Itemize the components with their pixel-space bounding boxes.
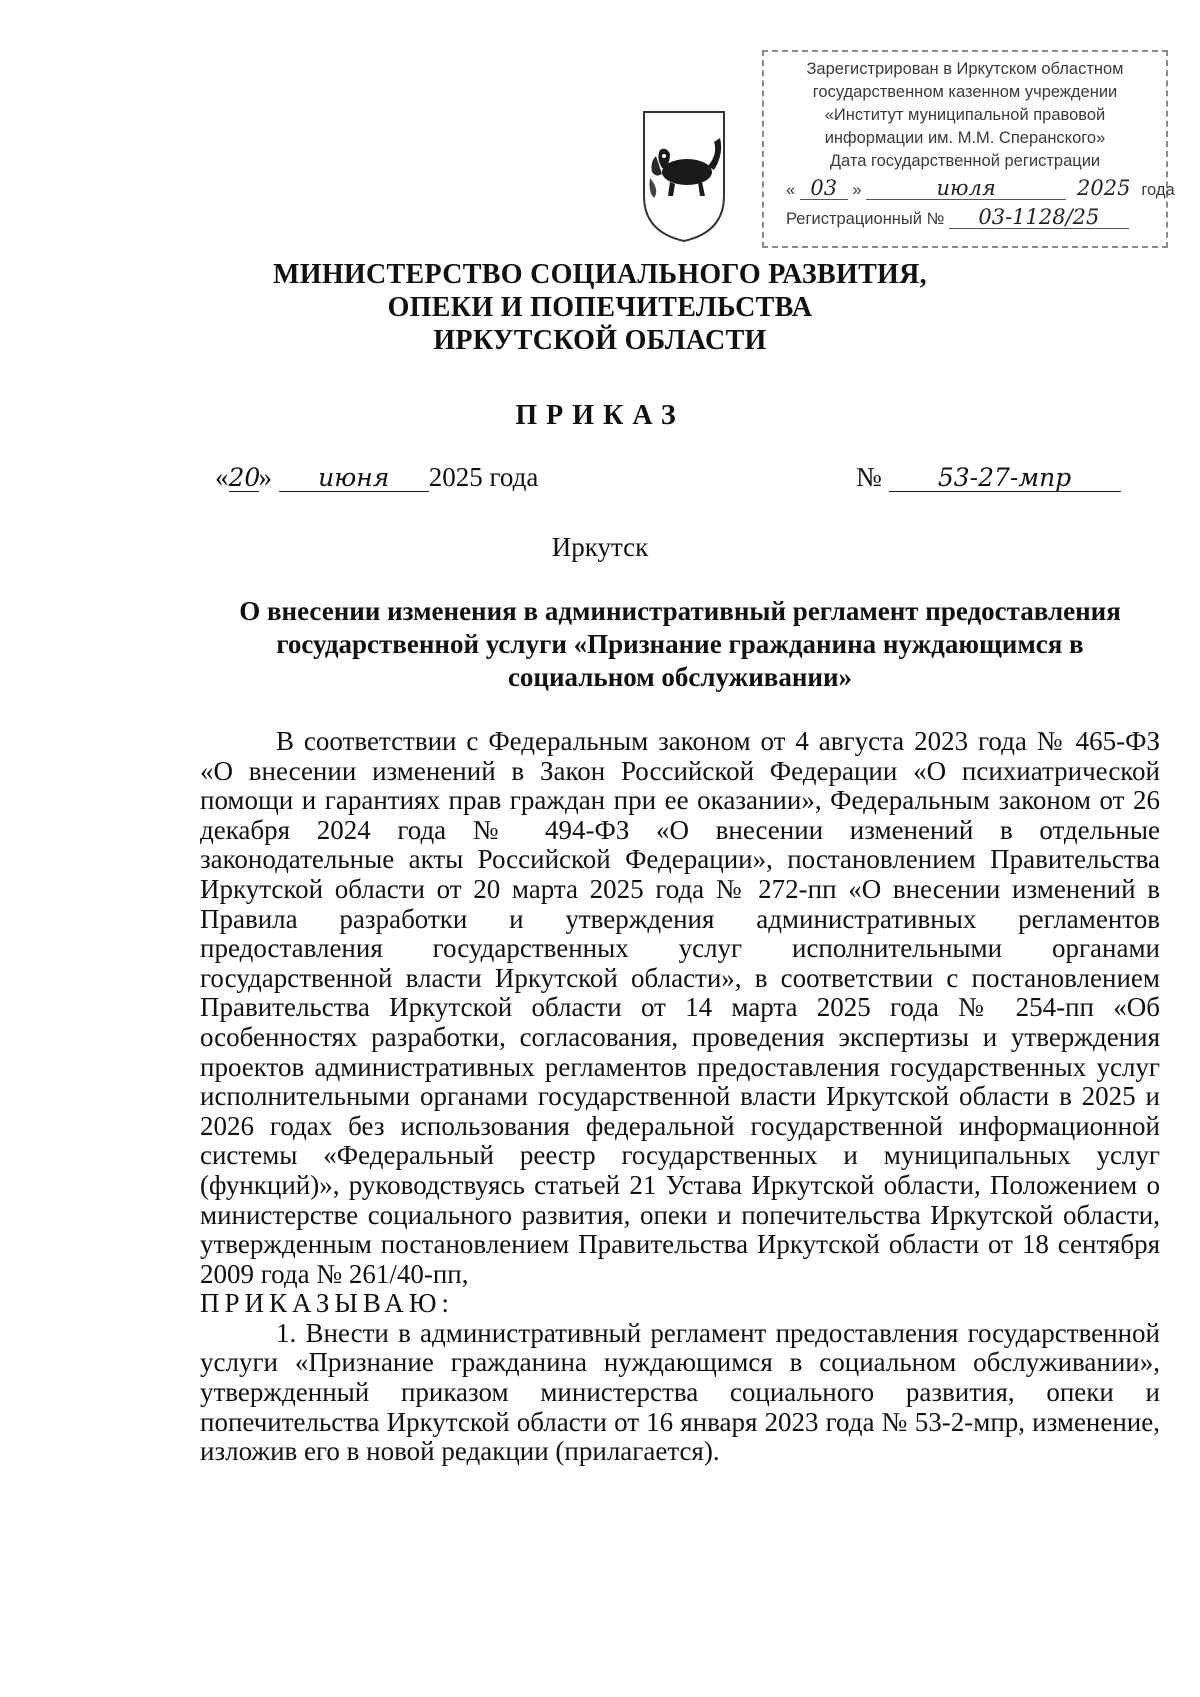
city: Иркутск — [551, 532, 649, 562]
ministry-name-line1: МИНИСТЕРСТВО СОЦИАЛЬНОГО РАЗВИТИЯ, — [273, 259, 927, 290]
order-body — [200, 727, 1160, 1467]
order-date: «20» июня 2025 года — [215, 462, 539, 492]
order-date-month: июня — [279, 465, 429, 492]
order-title: ПРИКАЗ — [515, 400, 685, 431]
order-subject — [200, 595, 1160, 694]
subject-line: государственной услуги «Признание гражданина нуждающимся в — [276, 629, 1084, 659]
ministry-name-line2: ОПЕКИ И ПОПЕЧИТЕЛЬСТВА — [387, 292, 813, 323]
stamp-date-year: 2025 — [1077, 176, 1131, 200]
subject-line: О внесении изменения в административный регламент предоставления — [239, 596, 1121, 626]
stamp-date-month: июля — [866, 177, 1066, 200]
decree-word: ПРИКАЗЫВАЮ: — [200, 1288, 454, 1319]
stamp-line: «Институт муниципальной правовой — [824, 106, 1106, 124]
preamble-paragraph: В соответствии с Федеральным законом от 4 августа 2023 года № 465-ФЗ «О внесении изменений в Закон Российской Федерации «О психиатрической помощи и гарантиях прав граждан при ее оказании», Федеральным законом от 26 декабря 2024 года № 494-ФЗ «О внесении изменений в отдельные законодательные акты Российской Федерации», постановлением Правительства Иркутской области от 20 марта 2025 года № 272-пп «О внесении изменений в Правила разработки и утверждения административных регламентов предоставления государственных услуг исполнительными органами государственной власти Иркутской области», в соответствии с постановлением Правительства Иркутской области от 14 марта 2025 года № 254-пп «Об особенностях разработки, согласования, проведения экспертизы и утверждения проектов административных регламентов предоставления государственных услуг исполнительными органами государственной власти Иркутской области в 2025 и 2026 годах без использования федеральной государственной информационной системы «Федеральный реестр государственных и муниципальных услуг (функций)», руководствуясь статьей 21 Устава Иркутской области, Положением о министерстве социального развития, опеки и попечительства Иркутской области, утвержденным постановлением Правительства Иркутской области от 18 сентября 2009 года № 261/40-пп, — [200, 726, 1160, 1289]
stamp-line: государственном казенном учреждении — [812, 83, 1118, 101]
stamp-date-day: 03 — [800, 177, 848, 200]
registration-stamp — [762, 50, 1175, 248]
stamp-registration-date: « 03 » июля 2025 года — [786, 176, 1175, 200]
subject-line: социальном обслуживании» — [507, 662, 853, 692]
stamp-registration-number: Регистрационный № 03-1128/25 — [764, 206, 1166, 231]
stamp-line: Зарегистрирован в Иркутском областном — [806, 60, 1124, 78]
order-item-1: 1. Внести в административный регламент предоставления государственной услуги «Признание гражданина нуждающимся в социальном обслуживании», утвержденный приказом министерства социального развития, опеки и попечительства Иркутской области от 16 января 2023 года № 53-2-мпр, изменение, изложив его в новой редакции (прилагается). — [200, 1317, 1160, 1467]
order-date-day: 20 — [228, 463, 261, 492]
order-date-year: 2025 года — [428, 462, 539, 492]
order-number-value: 53-27-мпр — [889, 465, 1121, 492]
coat-of-arms-icon — [640, 108, 728, 244]
order-number: № 53-27-мпр — [856, 462, 1121, 493]
stamp-line: информации им. М.М. Сперанского» — [824, 129, 1106, 147]
stamp-reg-number: 03-1128/25 — [949, 206, 1129, 229]
ministry-name-line3: ИРКУТСКОЙ ОБЛАСТИ — [433, 325, 767, 356]
stamp-line: Дата государственной регистрации — [829, 152, 1101, 170]
